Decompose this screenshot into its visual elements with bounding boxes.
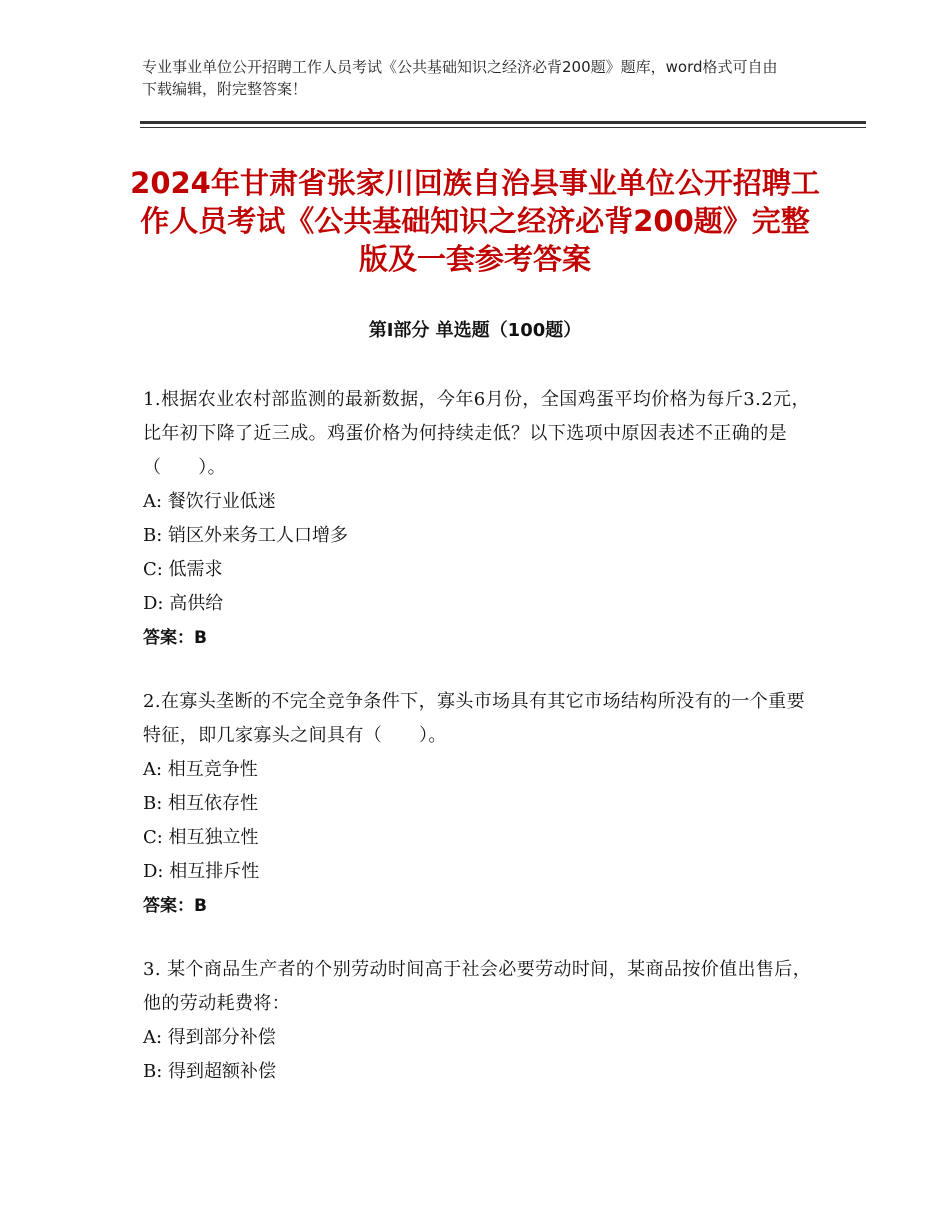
header-note: 专业事业单位公开招聘工作人员考试《公共基础知识之经济必背200题》题库，word格式可自由下载编辑，附完整答案！ xyxy=(142,58,778,98)
option-d: D: 相互排斥性 xyxy=(143,861,260,882)
header-divider-thin xyxy=(140,127,866,128)
option-b: B: 相互依存性 xyxy=(143,793,259,814)
question-stem: 3. 某个商品生产者的个别劳动时间高于社会必要劳动时间，某商品按价值出售后，他的劳动耗费将： xyxy=(143,959,812,1014)
option-d: D: 高供给 xyxy=(143,593,224,614)
question-1 xyxy=(143,383,813,655)
answer-label: 答案：B xyxy=(143,628,207,648)
header-divider-thick xyxy=(140,121,866,124)
section-title: 第Ⅰ部分 单选题（100题） xyxy=(368,320,582,341)
option-b: B: 销区外来务工人口增多 xyxy=(143,525,349,546)
question-3 xyxy=(143,953,813,1089)
option-c: C: 低需求 xyxy=(143,559,223,580)
document-title: 2024年甘肃省张家川回族自治县事业单位公开招聘工作人员考试《公共基础知识之经济必背200题》完整版及一套参考答案 xyxy=(130,166,820,276)
question-stem: 1.根据农业农村部监测的最新数据，今年6月份，全国鸡蛋平均价格为每斤3.2元，比年初下降了近三成。鸡蛋价格为何持续走低？以下选项中原因表述不正确的是（ ）。 xyxy=(143,389,810,478)
option-c: C: 相互独立性 xyxy=(143,827,259,848)
option-a: A: 得到部分补偿 xyxy=(143,1027,276,1048)
question-2 xyxy=(143,685,813,923)
question-stem: 2.在寡头垄断的不完全竞争条件下，寡头市场具有其它市场结构所没有的一个重要特征，即几家寡头之间具有（ ）。 xyxy=(143,691,805,746)
question-list xyxy=(143,383,813,1119)
option-a: A: 餐饮行业低迷 xyxy=(143,491,276,512)
option-a: A: 相互竞争性 xyxy=(143,759,258,780)
option-b: B: 得到超额补偿 xyxy=(143,1061,277,1082)
answer-label: 答案：B xyxy=(143,896,207,916)
